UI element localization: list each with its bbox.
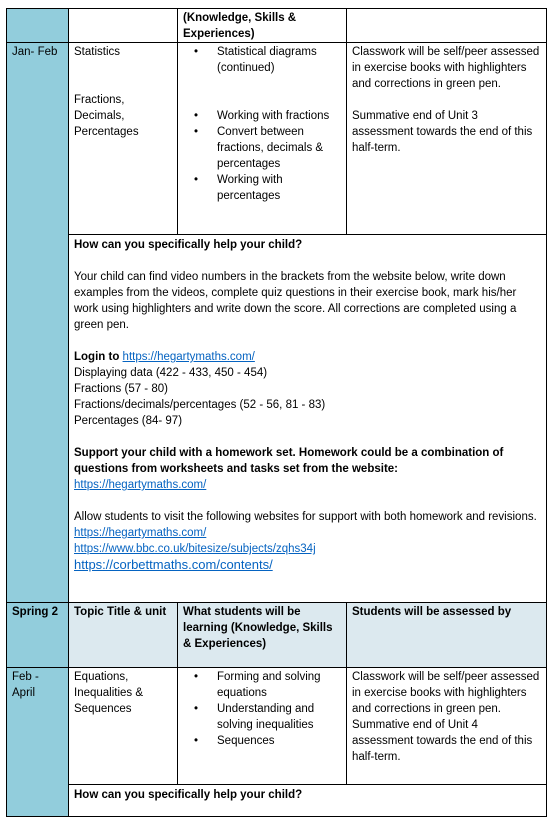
assessed-text: Classwork will be self/peer assessed in exercise books with highlighters and corrections in green pen. xyxy=(352,671,540,715)
assessed-summative: Summative end of Unit 4 assessment towards the end of this half-term. xyxy=(352,719,533,763)
learning-item: • Statistical diagrams (continued) xyxy=(183,44,342,76)
unit-row-feb-april xyxy=(7,668,547,785)
period-cell-empty xyxy=(7,9,69,43)
period-feb-april: Feb - April xyxy=(7,668,69,817)
homework-link[interactable]: https://hegartymaths.com/ xyxy=(74,479,207,491)
learning-item: • Convert between fractions, decimals & percentages xyxy=(183,124,342,172)
learning-item: • Working with percentages xyxy=(183,172,342,204)
assessed-header: Students will be assessed by xyxy=(347,603,547,668)
topic-header-empty xyxy=(69,9,178,43)
period-jan-feb: Jan- Feb xyxy=(7,43,69,603)
hegartymaths-link[interactable]: https://hegartymaths.com/ xyxy=(74,527,207,539)
help-cell xyxy=(69,785,547,817)
assessed-text: Classwork will be self/peer assessed in exercise books with highlighters and corrections in green pen. xyxy=(352,46,540,90)
corbettmaths-link[interactable]: https://corbettmaths.com/contents/ xyxy=(74,557,273,572)
homework-text: Support your child with a homework set. Homework could be a combination of questions from worksheets and tasks set from the website: xyxy=(74,447,504,475)
learning-item: • Understanding and solving inequalities xyxy=(183,701,342,733)
bbc-bitesize-link[interactable]: https://www.bbc.co.uk/bitesize/subjects/zqhs34j xyxy=(74,543,316,555)
assessed-cell xyxy=(347,43,547,235)
video-line: Fractions/decimals/percentages (52 - 56, 81 - 83) xyxy=(74,399,326,411)
login-label: Login to xyxy=(74,351,123,363)
learning-cell xyxy=(178,668,347,785)
learning-cell xyxy=(178,43,347,235)
learning-item: • Sequences xyxy=(183,733,342,749)
help-row xyxy=(7,235,547,603)
help-intro: Your child can find video numbers in the brackets from the website below, write down examples from the videos, complete quiz questions in their exercise book, mark his/her work using highlighters and write down the score. All corrections are completed using a green pen. xyxy=(74,271,517,331)
curriculum-table xyxy=(6,8,547,817)
header-row-spring2 xyxy=(7,603,547,668)
help-heading: How can you specifically help your child? xyxy=(74,239,303,251)
period-spring2: Spring 2 xyxy=(7,603,69,668)
topic-header: Topic Title & unit xyxy=(69,603,178,668)
help-cell xyxy=(69,235,547,603)
assessed-cell xyxy=(347,668,547,785)
learning-item: • Working with fractions xyxy=(183,108,342,124)
assessed-header-empty xyxy=(347,9,547,43)
assessed-summative: Summative end of Unit 3 assessment towards the end of this half-term. xyxy=(352,110,533,154)
topic-fractions: Fractions, Decimals, Percentages xyxy=(74,94,139,138)
video-line: Displaying data (422 - 433, 450 - 454) xyxy=(74,367,268,379)
allow-text: Allow students to visit the following websites for support with both homework and revisions. xyxy=(74,511,537,523)
hegartymaths-link[interactable]: https://hegartymaths.com/ xyxy=(122,351,255,363)
help-heading: How can you specifically help your child? xyxy=(74,789,303,801)
topic-statistics: Statistics xyxy=(74,46,121,58)
help-row xyxy=(7,785,547,817)
video-line: Percentages (84- 97) xyxy=(74,415,183,427)
learning-header: What students will be learning (Knowledge, Skills & Experiences) xyxy=(178,603,347,668)
unit-row-jan-feb xyxy=(7,43,547,235)
header-row-continued xyxy=(7,9,547,43)
learning-item: • Forming and solving equations xyxy=(183,669,342,701)
topic-cell xyxy=(69,668,178,785)
topic-cell xyxy=(69,43,178,235)
learning-header-cont: (Knowledge, Skills & Experiences) xyxy=(178,9,347,43)
video-line: Fractions (57 - 80) xyxy=(74,383,168,395)
topic-equations: Equations, Inequalities & Sequences xyxy=(74,671,144,715)
